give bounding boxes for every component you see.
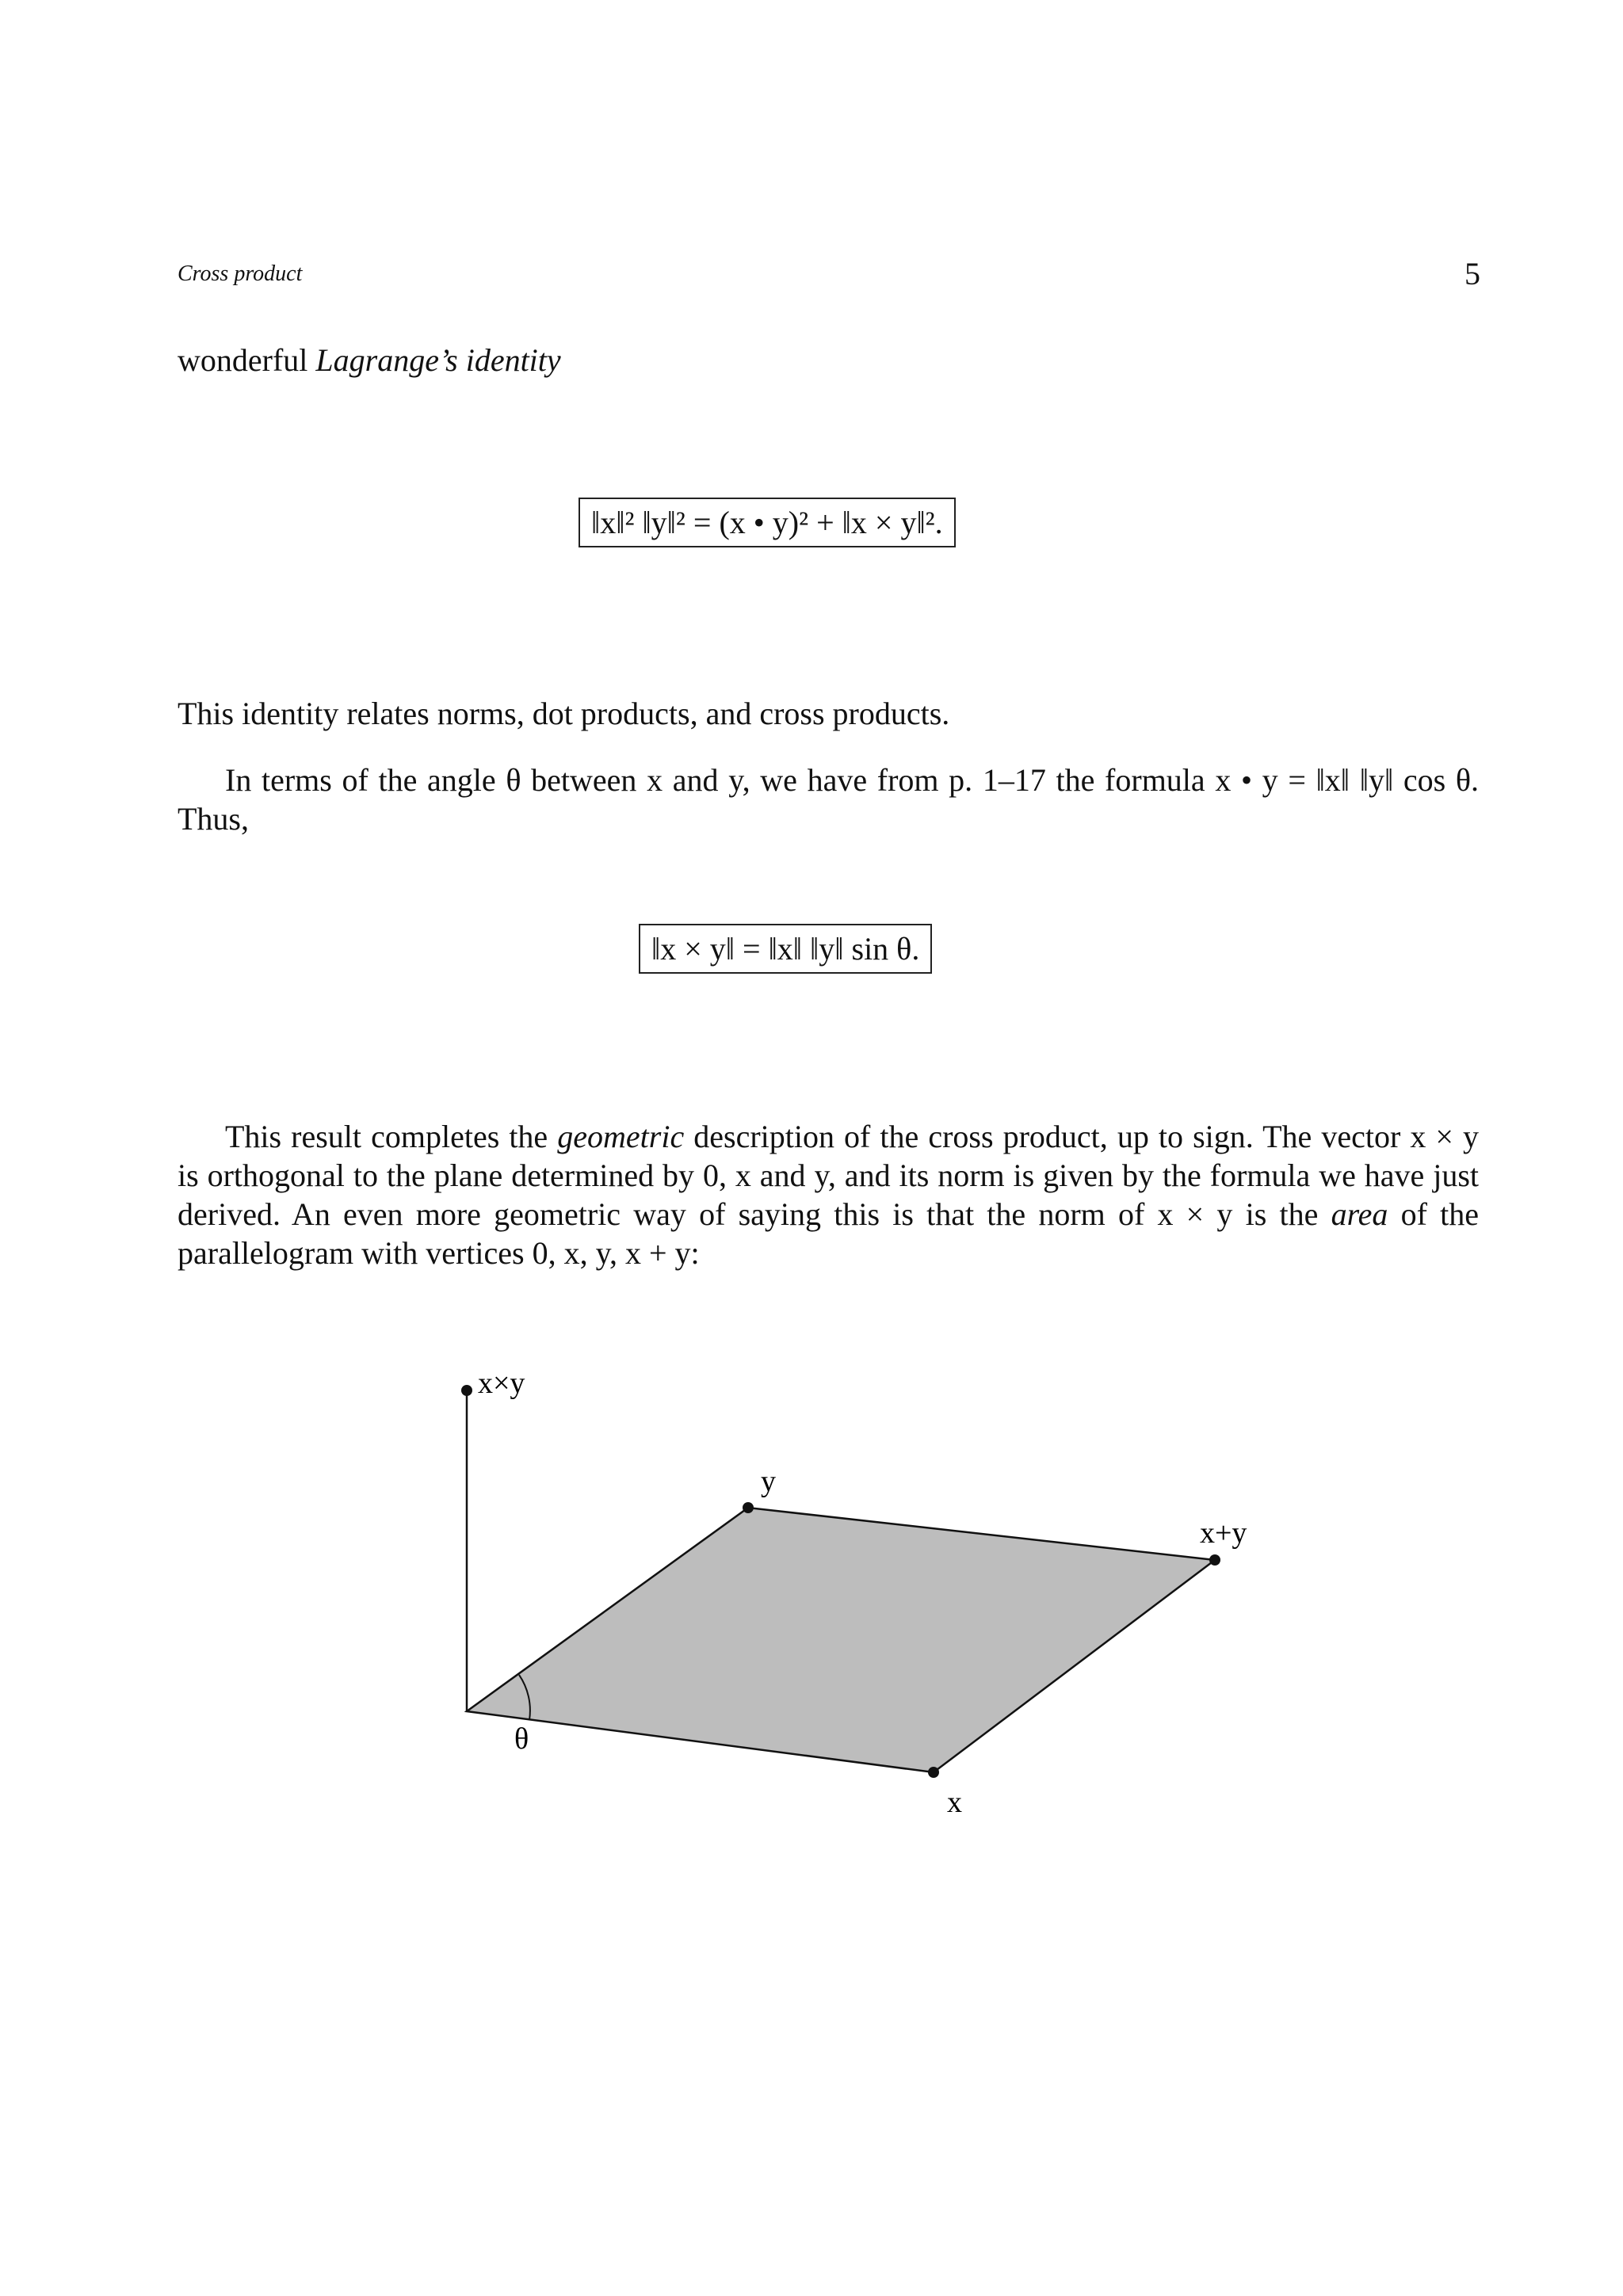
point-xy: [461, 1385, 472, 1396]
label-xplusy: x+y: [1200, 1516, 1247, 1550]
label-xy: x×y: [478, 1367, 525, 1400]
point-y: [743, 1502, 754, 1513]
intro-prefix: wonderful: [178, 342, 316, 378]
geo-text-2: description of the cross product, up to sign. The vector x × y is orthogonal to the plane determined by 0, x and y, and its norm is given by the formula we have just derived. An even more geometric way of saying this is that the norm of x × y is the: [178, 1119, 1480, 1232]
page-number: 5: [1465, 256, 1480, 292]
angle-paragraph: In terms of the angle θ between x and y, we have from p. 1–17 the formula x • y = ‖x‖ ‖y‖ cos θ. Thus,: [178, 762, 1479, 837]
lagrange-identity-equation: ‖x‖² ‖y‖² = (x • y)² + ‖x × y‖².: [579, 498, 956, 547]
intro-term: Lagrange’s identity: [315, 342, 561, 378]
label-y: y: [761, 1465, 776, 1498]
geo-emph-geometric: geometric: [557, 1119, 685, 1154]
label-theta: θ: [514, 1722, 529, 1756]
point-xplusy: [1209, 1554, 1220, 1566]
cross-norm-equation: ‖x × y‖ = ‖x‖ ‖y‖ sin θ.: [639, 924, 932, 974]
label-x: x: [947, 1786, 962, 1819]
identity-paragraph: This identity relates norms, dot products, and cross products.: [178, 696, 950, 731]
geo-text-1: This result completes the: [225, 1119, 558, 1154]
point-x: [928, 1767, 939, 1778]
parallelogram-area: [467, 1508, 1215, 1772]
running-title: Cross product: [178, 261, 303, 286]
geo-emph-area: area: [1331, 1196, 1388, 1232]
geo-text-3: of the parallelogram with vertices 0, x, y, x + y:: [178, 1196, 1480, 1271]
